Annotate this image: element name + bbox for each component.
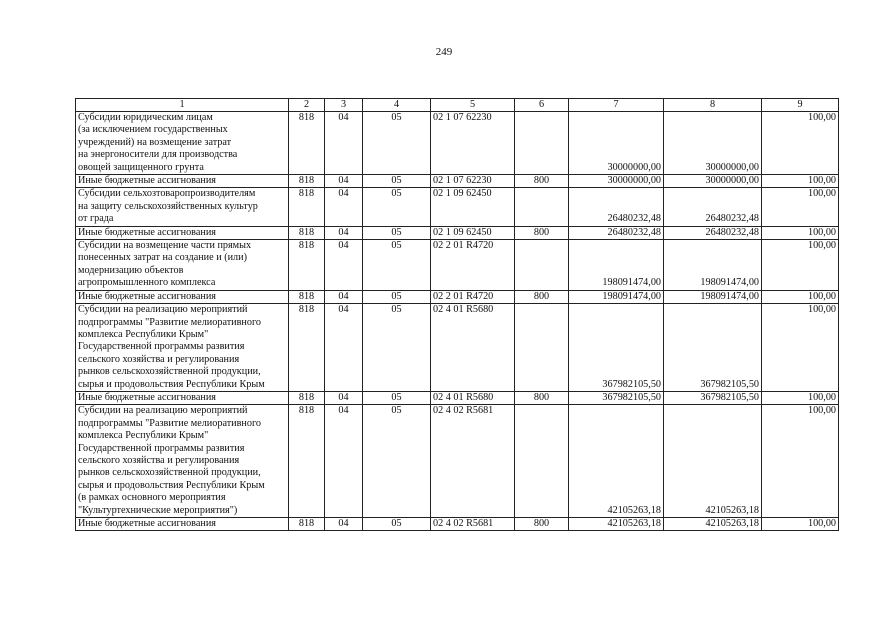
target-article-code: 02 4 02 R5681 [431,518,515,531]
executed-amount: 367982105,50 [664,304,762,392]
ministry-code: 818 [289,290,325,303]
subsection-code: 05 [363,405,431,518]
execution-percent: 100,00 [762,391,839,404]
header-cell-8: 8 [664,99,762,112]
section-code: 04 [325,391,363,404]
section-code: 04 [325,240,363,291]
execution-percent: 100,00 [762,405,839,518]
target-article-code: 02 1 09 62450 [431,226,515,239]
planned-amount: 367982105,50 [569,304,664,392]
execution-percent: 100,00 [762,240,839,291]
row-name: Иные бюджетные ассигнования [76,518,289,531]
ministry-code: 818 [289,226,325,239]
expense-type-code [515,405,569,518]
header-cell-9: 9 [762,99,839,112]
ministry-code: 818 [289,304,325,392]
subsection-code: 05 [363,518,431,531]
header-cell-2: 2 [289,99,325,112]
table-body [76,112,839,531]
section-code: 04 [325,175,363,188]
header-cell-4: 4 [363,99,431,112]
section-code: 04 [325,226,363,239]
execution-percent: 100,00 [762,290,839,303]
executed-amount: 367982105,50 [664,391,762,404]
subsection-code: 05 [363,304,431,392]
planned-amount: 198091474,00 [569,290,664,303]
subsidy-row [76,405,839,518]
row-name: Субсидии на реализацию мероприятий подпрограммы "Развитие мелиоративного комплекса Республики Крым" Государственной программы развития сельского хозяйства и регулирования рынков сельскохозяйственной продукции, сырья и продовольствия Республики Крым [76,304,289,392]
expense-type-code: 800 [515,290,569,303]
row-name: Субсидии сельхозтоваропроизводителям на защиту сельскохозяйственных культур от града [76,188,289,226]
executed-amount: 42105263,18 [664,518,762,531]
ministry-code: 818 [289,188,325,226]
subsection-code: 05 [363,240,431,291]
row-name: Иные бюджетные ассигнования [76,175,289,188]
section-code: 04 [325,518,363,531]
subsidy-row [76,304,839,392]
planned-amount: 26480232,48 [569,188,664,226]
expense-type-code [515,112,569,175]
budget-table [75,98,839,531]
executed-amount: 26480232,48 [664,188,762,226]
expense-row [76,290,839,303]
ministry-code: 818 [289,175,325,188]
execution-percent: 100,00 [762,175,839,188]
expense-type-code [515,304,569,392]
expense-type-code: 800 [515,391,569,404]
subsidy-row [76,188,839,226]
executed-amount: 30000000,00 [664,175,762,188]
section-code: 04 [325,112,363,175]
target-article-code: 02 1 09 62450 [431,188,515,226]
ministry-code: 818 [289,518,325,531]
target-article-code: 02 2 01 R4720 [431,290,515,303]
executed-amount: 198091474,00 [664,240,762,291]
planned-amount: 42105263,18 [569,405,664,518]
ministry-code: 818 [289,112,325,175]
header-cell-1: 1 [76,99,289,112]
section-code: 04 [325,290,363,303]
planned-amount: 26480232,48 [569,226,664,239]
row-name: Субсидии юридическим лицам (за исключением государственных учреждений) на возмещение затрат на энергоносители для производства овощей защищенного грунта [76,112,289,175]
subsection-code: 05 [363,112,431,175]
subsection-code: 05 [363,391,431,404]
row-name: Иные бюджетные ассигнования [76,226,289,239]
executed-amount: 30000000,00 [664,112,762,175]
header-row [76,99,839,112]
target-article-code: 02 2 01 R4720 [431,240,515,291]
expense-row [76,518,839,531]
header-cell-5: 5 [431,99,515,112]
header-cell-7: 7 [569,99,664,112]
planned-amount: 30000000,00 [569,175,664,188]
planned-amount: 42105263,18 [569,518,664,531]
expense-type-code: 800 [515,175,569,188]
execution-percent: 100,00 [762,112,839,175]
subsection-code: 05 [363,188,431,226]
target-article-code: 02 1 07 62230 [431,175,515,188]
target-article-code: 02 4 01 R5680 [431,304,515,392]
expense-type-code: 800 [515,518,569,531]
header-cell-3: 3 [325,99,363,112]
row-name: Субсидии на возмещение части прямых понесенных затрат на создание и (или) модернизацию объектов агропромышленного комплекса [76,240,289,291]
page-number: 249 [435,46,453,58]
target-article-code: 02 4 01 R5680 [431,391,515,404]
expense-type-code [515,188,569,226]
planned-amount: 367982105,50 [569,391,664,404]
subsection-code: 05 [363,175,431,188]
execution-percent: 100,00 [762,226,839,239]
execution-percent: 100,00 [762,304,839,392]
row-name: Иные бюджетные ассигнования [76,290,289,303]
row-name: Субсидии на реализацию мероприятий подпрограммы "Развитие мелиоративного комплекса Республики Крым" Государственной программы развития сельского хозяйства и регулирования рынков сельскохозяйственной продукции, сырья и продовольствия Республики Крым (в рамках основного мероприятия "Культуртехнические мероприятия") [76,405,289,518]
executed-amount: 26480232,48 [664,226,762,239]
ministry-code: 818 [289,391,325,404]
section-code: 04 [325,304,363,392]
executed-amount: 42105263,18 [664,405,762,518]
ministry-code: 818 [289,405,325,518]
target-article-code: 02 1 07 62230 [431,112,515,175]
planned-amount: 30000000,00 [569,112,664,175]
expense-row [76,175,839,188]
ministry-code: 818 [289,240,325,291]
target-article-code: 02 4 02 R5681 [431,405,515,518]
subsidy-row [76,240,839,291]
executed-amount: 198091474,00 [664,290,762,303]
section-code: 04 [325,188,363,226]
subsection-code: 05 [363,290,431,303]
expense-row [76,391,839,404]
execution-percent: 100,00 [762,518,839,531]
expense-type-code [515,240,569,291]
execution-percent: 100,00 [762,188,839,226]
header-cell-6: 6 [515,99,569,112]
expense-row [76,226,839,239]
section-code: 04 [325,405,363,518]
row-name: Иные бюджетные ассигнования [76,391,289,404]
expense-type-code: 800 [515,226,569,239]
subsidy-row [76,112,839,175]
subsection-code: 05 [363,226,431,239]
planned-amount: 198091474,00 [569,240,664,291]
